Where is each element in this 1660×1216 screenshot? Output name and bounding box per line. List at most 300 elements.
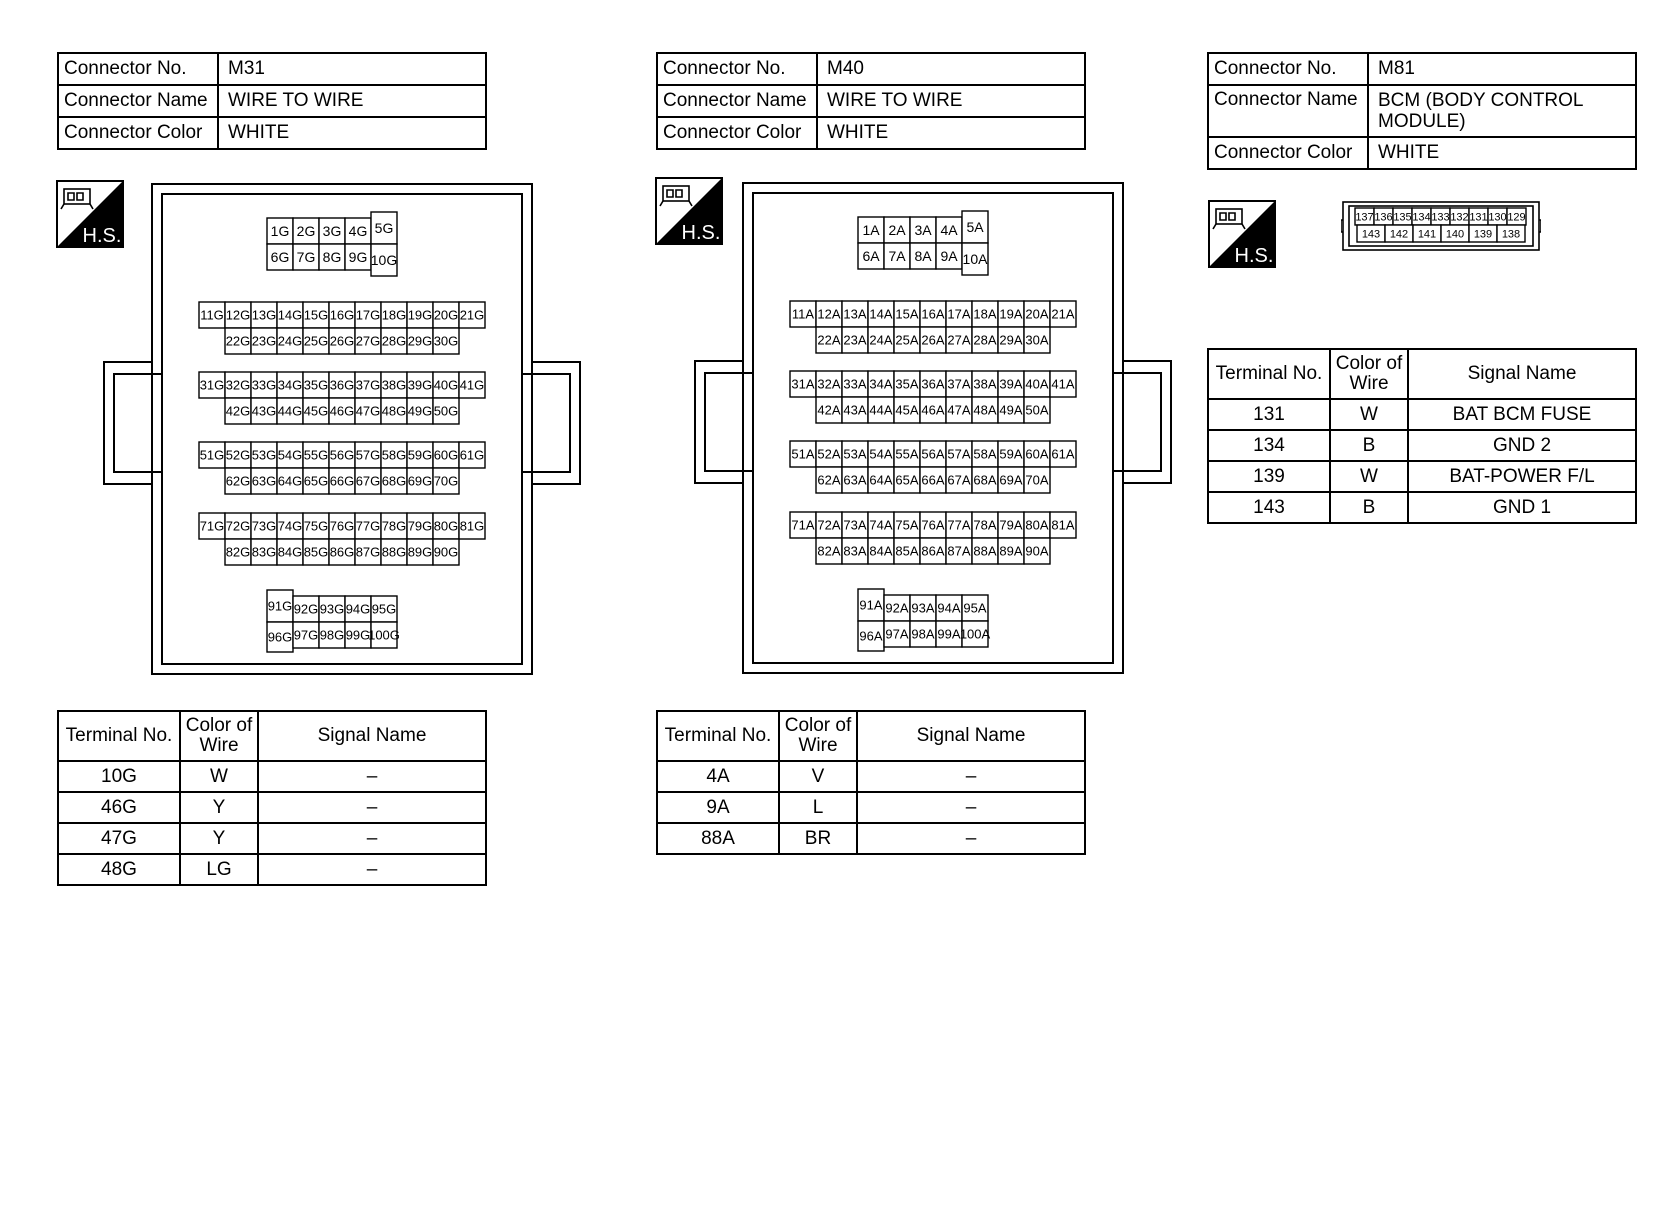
cavity [1024,441,1050,467]
wire-color: B [1330,430,1408,461]
cavity-label: 44A [869,402,893,418]
cavity-label: 33A [843,376,867,392]
cavity [1024,467,1050,493]
cavity-label: 35A [895,376,919,392]
signal-name: BAT-POWER F/L [1408,461,1636,492]
cavity [319,596,345,622]
cavity-label: 34G [277,377,303,393]
wire-color: BR [779,823,857,854]
cavity [345,218,371,244]
color-of-wire-header: Color of Wire [779,711,857,761]
cavity-label: 40G [433,377,459,393]
cavity [225,513,251,539]
cavity-label: 30A [1025,332,1049,348]
cavity-label: 81G [459,518,485,534]
cavity [329,302,355,328]
cavity-label: 23G [251,333,277,349]
cavity-label: 80A [1025,517,1049,533]
cavity-label: 64G [277,473,303,489]
cavity-label: 78A [973,517,997,533]
cavity-label: 93G [319,601,345,617]
cavity [433,442,459,468]
cavity [459,302,485,328]
cavity [251,328,277,354]
cavity-label: 19A [999,306,1023,322]
cavity [1497,225,1525,242]
cavity [894,371,920,397]
cavity-label: 97G [293,627,319,643]
cavity-label: 9A [940,248,958,265]
signal-name: GND 1 [1408,492,1636,523]
cavity [884,595,910,621]
cavity-label: 141 [1417,228,1437,241]
cavity-label: 139 [1473,228,1493,241]
cavity [199,302,225,328]
cavity-label: 30G [433,333,459,349]
cavity-label: 24G [277,333,303,349]
cavity [381,442,407,468]
hs-icon [1208,200,1276,268]
cavity-label: 18A [973,306,997,322]
cavity [381,302,407,328]
table-row [1208,399,1636,430]
cavity-label: 84G [277,544,303,560]
cavity-label: 40A [1025,376,1049,392]
cavity [960,621,991,647]
cavity [998,467,1024,493]
cavity [277,372,303,398]
cavity-label: 12A [817,306,841,322]
table-row [58,792,486,823]
cavity [910,595,936,621]
cavity [1050,512,1076,538]
table-row [657,823,1085,854]
cavity [277,328,303,354]
cavity-label: 12G [225,307,251,323]
cavity-label: 79A [999,517,1023,533]
cavity [225,442,251,468]
cavity [355,442,381,468]
cavity-label: 99A [937,626,961,642]
cavity-label: 25A [895,332,919,348]
terminal-no: 88A [657,823,779,854]
cavity [225,302,251,328]
cavity-label: 14G [277,307,303,323]
cavity-label: 72A [817,517,841,533]
hs-label: H.S. [82,225,122,247]
cavity-label: 58G [381,447,407,463]
cavity-label: 46G [329,403,355,419]
connector-no-label: Connector No. [1208,53,1368,85]
cavity-label: 143 [1361,228,1381,241]
cavity-label: 73A [843,517,867,533]
cavity-label: 75G [303,518,329,534]
cavity [998,441,1024,467]
connector-name-label: Connector Name [58,85,218,117]
cavity-label: 91A [859,597,883,613]
wire-color: W [1330,461,1408,492]
cavity-label: 88A [973,543,997,559]
cavity [894,512,920,538]
cavity [946,301,972,327]
cavity-label: 134 [1412,211,1431,224]
cavity [381,513,407,539]
cavity-label: 7A [888,248,906,265]
cavity-label: 13A [843,306,867,322]
cavity [225,398,251,424]
cavity-label: 49A [999,402,1023,418]
cavity-label: 62A [817,472,841,488]
cavity [1469,225,1497,242]
cavity [433,302,459,328]
cavity-label: 77A [947,517,971,533]
cavity-label: 74A [869,517,893,533]
cavity-label: 100G [368,627,400,643]
connector-face-m40 [691,177,1175,679]
cavity [884,243,910,269]
cavity [946,371,972,397]
cavity-label: 69G [407,473,433,489]
cavity [972,467,998,493]
cavity [355,513,381,539]
cavity [884,217,910,243]
cavity [998,397,1024,423]
cavity [381,468,407,494]
cavity [894,441,920,467]
cavity [868,538,894,564]
cavity-label: 36G [329,377,355,393]
cavity-label: 11G [200,307,224,323]
terminal-no: 9A [657,792,779,823]
cavity-label: 61G [459,447,485,463]
cavity [920,371,946,397]
cavity-label: 27A [947,332,971,348]
cavity-label: 99G [345,627,371,643]
cavity [946,538,972,564]
terminal-no-header: Terminal No. [657,711,779,761]
cavity-label: 87G [355,544,381,560]
cavity [329,468,355,494]
cavity-label: 42G [225,403,251,419]
connector-color-label: Connector Color [1208,137,1368,169]
cavity-label: 52G [225,447,251,463]
cavity [293,218,319,244]
cavity [1050,441,1076,467]
cavity [355,328,381,354]
cavity [868,397,894,423]
cavity-label: 31G [199,377,225,393]
cavity-label: 71A [791,517,815,533]
cavity [1431,208,1450,225]
cavity-label: 13G [251,307,277,323]
cavity-label: 43G [251,403,277,419]
cavity-label: 77G [355,518,381,534]
cavity-label: 68G [381,473,407,489]
cavity [251,372,277,398]
cavity [972,538,998,564]
cavity-label: 137 [1355,211,1374,224]
cavity [1450,208,1469,225]
cavity-label: 17A [947,306,971,322]
terminal-table-m81 [1207,348,1637,524]
cavity-label: 4A [940,222,958,239]
cavity [842,327,868,353]
cavity-label: 51A [791,446,815,462]
cavity [920,538,946,564]
cavity [329,328,355,354]
cavity-label: 87A [947,543,971,559]
cavity-label: 68A [973,472,997,488]
cavity-label: 1G [270,223,290,240]
cavity-label: 54G [277,447,303,463]
cavity [355,302,381,328]
cavity-label: 83A [843,543,867,559]
cavity [790,371,816,397]
cavity-label: 136 [1374,211,1393,224]
terminal-table-m31 [57,710,487,886]
cavity-label: 135 [1393,211,1412,224]
terminal-no: 4A [657,761,779,792]
cavity-label: 28A [973,332,997,348]
terminal-no: 48G [58,854,180,885]
cavity [946,327,972,353]
cavity-label: 59G [407,447,433,463]
cavity-label: 63A [843,472,867,488]
cavity-label: 81A [1051,517,1075,533]
cavity-label: 83G [251,544,277,560]
cavity-label: 72G [225,518,251,534]
terminal-no: 47G [58,823,180,854]
cavity [946,441,972,467]
cavity-label: 18G [381,307,407,323]
cavity [972,512,998,538]
connector-face-m31 [100,178,584,680]
cavity-label: 7G [296,249,316,266]
cavity-label: 3G [322,223,342,240]
cavity-label: 20A [1025,306,1049,322]
cavity-label: 29G [407,333,433,349]
cavity-label: 63G [251,473,277,489]
cavity-label: 10G [370,252,398,269]
cavity-label: 96G [267,629,293,645]
cavity [267,590,293,622]
cavity [277,513,303,539]
cavity [962,243,988,275]
cavity-label: 97A [885,626,909,642]
cavity [407,372,433,398]
cavity-label: 52A [817,446,841,462]
connector-name-value: BCM (BODY CONTROL MODULE) [1368,85,1636,137]
signal-name: – [258,792,486,823]
cavity [433,539,459,565]
cavity-label: 90G [433,544,459,560]
cavity-label: 34A [869,376,893,392]
wire-color: L [779,792,857,823]
cavity-label: 66A [921,472,945,488]
cavity [1441,225,1469,242]
cavity-label: 84A [869,543,893,559]
cavity-label: 55G [303,447,329,463]
cavity [1469,208,1488,225]
cavity-label: 24A [869,332,893,348]
cavity [920,327,946,353]
cavity-label: 129 [1507,211,1526,224]
terminal-table-m40 [656,710,1086,855]
signal-name-header: Signal Name [1408,349,1636,399]
cavity [816,512,842,538]
cavity [407,302,433,328]
connector-info-m81 [1207,52,1637,170]
cavity-label: 2A [888,222,906,239]
connector-name-value: WIRE TO WIRE [218,85,486,117]
cavity [858,621,884,651]
cavity [894,327,920,353]
cavity [998,538,1024,564]
cavity [998,301,1024,327]
cavity-label: 49G [407,403,433,419]
cavity [1413,225,1441,242]
cavity-label: 86A [921,543,945,559]
cavity [407,328,433,354]
cavity-label: 1A [862,222,880,239]
cavity-label: 58A [973,446,997,462]
cavity [251,302,277,328]
cavity-label: 16G [329,307,355,323]
cavity-label: 138 [1501,228,1521,241]
cavity [1024,397,1050,423]
cavity-label: 130 [1488,211,1507,224]
cavity-label: 56A [921,446,945,462]
cavity [267,622,293,652]
cavity-label: 76G [329,518,355,534]
cavity [868,371,894,397]
cavity [998,512,1024,538]
cavity [225,328,251,354]
cavity-label: 43A [843,402,867,418]
cavity [1024,512,1050,538]
cavity-label: 27G [355,333,381,349]
cavity-label: 47G [355,403,381,419]
cavity-label: 2G [296,223,316,240]
cavity [920,441,946,467]
cavity-label: 23A [843,332,867,348]
cavity [1024,301,1050,327]
cavity-label: 67G [355,473,381,489]
signal-name: – [857,823,1085,854]
cavity [277,442,303,468]
cavity-label: 67A [947,472,971,488]
cavity [868,512,894,538]
cavity [868,301,894,327]
cavity-label: 15G [303,307,329,323]
cavity-label: 17G [355,307,381,323]
cavity [459,442,485,468]
connector-face-m81 [1341,198,1541,254]
cavity-label: 51G [199,447,225,463]
cavity-label: 4G [348,223,368,240]
cavity [199,442,225,468]
wire-color: B [1330,492,1408,523]
cavity-label: 66G [329,473,355,489]
cavity-label: 42A [817,402,841,418]
cavity [962,211,988,243]
cavity [251,513,277,539]
cavity-label: 53A [843,446,867,462]
cavity [920,467,946,493]
cavity-label: 98G [319,627,345,643]
cavity-label: 59A [999,446,1023,462]
connector-no-value: M40 [817,53,1085,85]
cavity [920,301,946,327]
connector-name-label: Connector Name [657,85,817,117]
cavity [842,538,868,564]
cavity-label: 75A [895,517,919,533]
connector-info-m40 [656,52,1086,150]
cavity-label: 41G [459,377,485,393]
table-row [1208,492,1636,523]
cavity [267,244,293,270]
cavity [842,397,868,423]
cavity-label: 6G [270,249,290,266]
cavity [407,513,433,539]
cavity-label: 64A [869,472,893,488]
cavity-label: 70A [1025,472,1049,488]
cavity [1393,208,1412,225]
color-of-wire-header: Color of Wire [180,711,258,761]
cavity [816,538,842,564]
cavity-label: 22G [225,333,251,349]
cavity-label: 94A [937,600,961,616]
cavity [1385,225,1413,242]
cavity-label: 65G [303,473,329,489]
cavity [329,539,355,565]
cavity-label: 57A [947,446,971,462]
cavity-label: 16A [921,306,945,322]
cavity [407,539,433,565]
cavity [920,512,946,538]
cavity [293,596,319,622]
cavity [1412,208,1431,225]
cavity [816,371,842,397]
cavity [936,217,962,243]
terminal-no: 131 [1208,399,1330,430]
cavity-label: 19G [407,307,433,323]
cavity [910,621,936,647]
cavity-label: 53G [251,447,277,463]
cavity-label: 93A [911,600,935,616]
cavity-label: 69A [999,472,1023,488]
cavity [868,441,894,467]
cavity-label: 45G [303,403,329,419]
cavity [459,513,485,539]
color-of-wire-header: Color of Wire [1330,349,1408,399]
cavity [251,398,277,424]
connector-no-label: Connector No. [58,53,218,85]
cavity-label: 60G [433,447,459,463]
cavity-label: 35G [303,377,329,393]
cavity-label: 92G [293,601,319,617]
cavity-label: 133 [1431,211,1450,224]
cavity [936,243,962,269]
cavity [842,371,868,397]
cavity [407,468,433,494]
cavity [293,244,319,270]
cavity-label: 100A [959,626,991,642]
cavity [1374,208,1393,225]
cavity-label: 89G [407,544,433,560]
connector-color-label: Connector Color [58,117,218,149]
cavity [381,328,407,354]
